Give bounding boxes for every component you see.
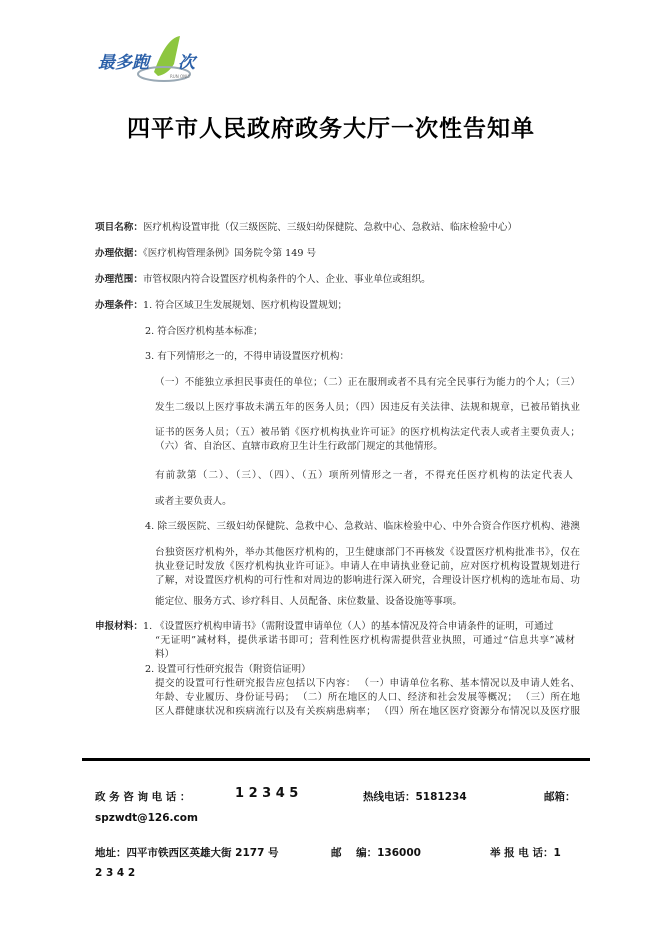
cond-line: 执业登记时发放《医疗机构执业许可证》。申请人在申请执业登记前，应对医疗机构设置规划进行 — [155, 561, 580, 572]
cond-line: 发生二级以上医疗事故未满五年的医务人员；（四）因违反有关法律、法规和规章，已被吊销执业 — [155, 402, 580, 413]
cond-line: 能定位、服务方式、诊疗科目、人员配备、床位数量、设备设施等事项。 — [155, 596, 462, 607]
hotline-value: 5181234 — [415, 791, 467, 803]
consult-phone-value: 1 2 3 4 5 — [235, 786, 299, 801]
zip-label: 邮 编： — [331, 847, 378, 859]
cond-line: （一）不能独立承担民事责任的单位；（二）正在服刑或者不具有完全民事行为能力的个人；（三） — [155, 377, 580, 388]
email-value[interactable]: spzwdt@126.com — [95, 812, 198, 824]
report-phone-value-1: 1 — [553, 847, 561, 859]
cond-line: 4. 除三级医院、三级妇幼保健院、急救中心、急救站、临床检验中心、中外合资合作医疗机构、港澳 — [145, 521, 580, 532]
cond-line: 有前款第（二）、（三）、（四）、（五）项所列情形之一者，不得充任医疗机构的法定代表人 — [155, 470, 573, 481]
mat-line: “无证明”减材料，提供承诺书即可；营利性医疗机构需提供营业执照，可通过“信息共享”减材 — [155, 635, 575, 646]
zip-value: 136000 — [377, 847, 421, 859]
item-materials-label: 申报材料： — [95, 621, 143, 632]
item-scope-label: 办理范围： — [95, 274, 143, 285]
item-basis — [95, 248, 316, 260]
report-phone-value-2: 2 3 4 2 — [95, 867, 136, 879]
cond-line: 3. 有下列情形之一的，不得申请设置医疗机构： — [145, 351, 350, 362]
item-scope — [95, 274, 431, 286]
logo — [96, 34, 206, 84]
mat-line: 提交的设置可行性研究报告应包括以下内容： （一）申请单位名称、基本情况以及申请人姓名、 — [155, 678, 580, 689]
address: 地址：四平市铁西区英雄大街 2177 号 — [95, 847, 279, 859]
email-label: 邮箱： — [544, 791, 576, 803]
mat-line: 区人群健康状况和疾病流行以及有关疾病患病率； （四）所在地区医疗资源分布情况以及医疗服 — [155, 706, 580, 717]
hotline-label: 热线电话： — [363, 791, 416, 803]
zip — [331, 845, 421, 860]
item-cond — [95, 300, 347, 312]
hotline — [363, 789, 467, 804]
cond-line: 1. 符合区域卫生发展规划、医疗机构设置规划； — [142, 300, 348, 311]
mat-line: 1. 《设置医疗机构申请书》（需附设置申请单位（人）的基本情况及符合申请条件的证明，可通过 — [142, 621, 554, 632]
mat-line: 料） — [155, 649, 175, 660]
item-scope-value: 市管权限内符合设置医疗机构条件的个人、企业、事业单位或组织。 — [142, 274, 431, 285]
mat-line: 2. 设置可行性研究报告（附资信证明） — [145, 664, 311, 675]
cond-line: 2. 符合医疗机构基本标准； — [145, 326, 263, 337]
item-name-label: 项目名称： — [95, 222, 143, 233]
svg-text:RUN ONLY: RUN ONLY — [170, 74, 191, 79]
svg-text:最多跑: 最多跑 — [98, 53, 149, 73]
report-phone — [490, 845, 561, 860]
item-basis-label: 办理依据： — [95, 248, 143, 259]
cond-line: （六）省、自治区、直辖市政府卫生计生行政部门规定的其他情形。 — [155, 441, 443, 452]
item-cond-label: 办理条件： — [95, 300, 143, 311]
svg-text:次: 次 — [178, 53, 195, 73]
divider — [82, 758, 590, 761]
item-basis-value: 《医疗机构管理条例》国务院令第 149 号 — [142, 248, 317, 259]
item-materials — [95, 621, 553, 633]
cond-line: 证书的医务人员；（五）被吊销《医疗机构执业许可证》的医疗机构法定代表人或者主要负责人； — [155, 427, 580, 438]
cond-line: 或者主要负责人。 — [155, 496, 232, 507]
cond-line: 了解，对设置医疗机构的可行性和对周边的影响进行深入研究，合理设计医疗机构的选址布局、功 — [155, 575, 580, 586]
page-title: 四平市人民政府政务大厅一次性告知单 — [127, 116, 535, 142]
item-name-value: 医疗机构设置审批（仅三级医院、三级妇幼保健院、急救中心、急救站、临床检验中心） — [142, 222, 518, 233]
cond-line: 台独资医疗机构外，举办其他医疗机构的，卫生健康部门不再核发《设置医疗机构批准书》，仅在 — [155, 547, 580, 558]
report-phone-label: 举 报 电 话： — [490, 847, 554, 859]
item-name — [95, 222, 517, 234]
mat-line: 年龄、专业履历、身份证号码； （二）所在地区的人口、经济和社会发展等概况； （三）所在地 — [155, 692, 580, 703]
consult-phone-label: 政 务 咨 询 电 话 ： — [95, 791, 191, 803]
